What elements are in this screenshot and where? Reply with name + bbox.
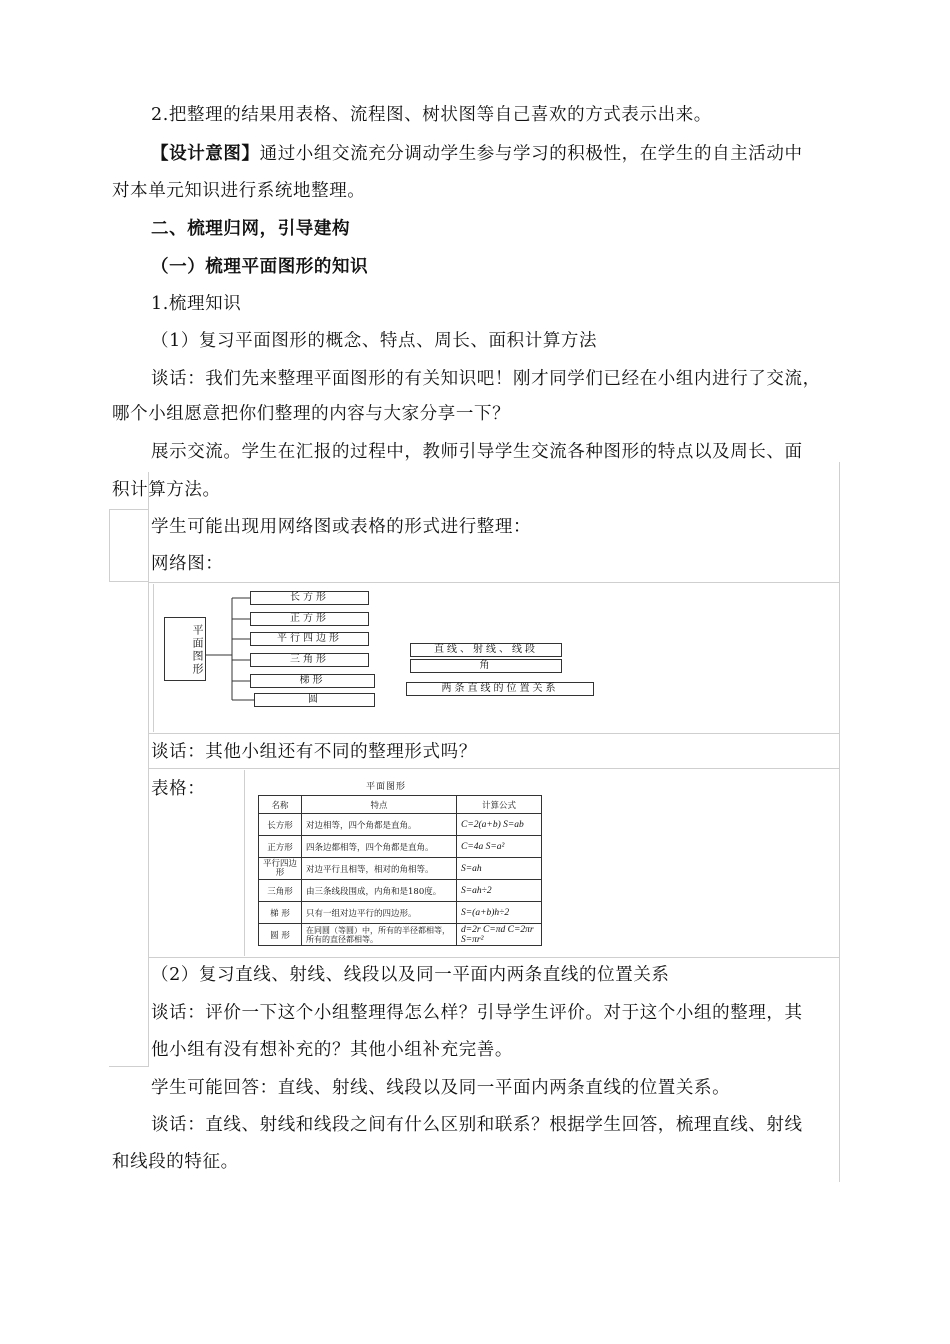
table-cell-formula: d=2r C=πd C=2πr S=πr²	[457, 924, 542, 946]
frame-line	[153, 584, 154, 732]
table-header: 计算公式	[457, 796, 542, 814]
paragraph: 谈话：我们先来整理平面图形的有关知识吧！刚才同学们已经在小组内进行了交流，	[151, 369, 821, 389]
paragraph: 积计算方法。	[112, 480, 221, 500]
frame-line	[148, 957, 840, 958]
table-cell-feature: 只有一组对边平行的四边形。	[302, 902, 457, 924]
table-cell-name: 长方形	[259, 814, 302, 836]
tree-root: 平面图形	[164, 617, 206, 681]
tree-branch-triangle: 三角形	[250, 653, 369, 667]
frame-line	[148, 768, 840, 769]
table-row	[259, 924, 542, 946]
paragraph: 展示交流。学生在汇报的过程中，教师引导学生交流各种图形的特点以及周长、面	[151, 442, 803, 462]
paragraph: 对本单元知识进行系统地整理。	[112, 181, 366, 201]
table-cell-name: 正方形	[259, 836, 302, 858]
table-cell-feature: 对边相等，四个角都是直角。	[302, 814, 457, 836]
table-cell-name: 梯 形	[259, 902, 302, 924]
paragraph: 1.梳理知识	[151, 294, 242, 314]
frame-line	[109, 581, 149, 582]
table-cell-formula: S=ah÷2	[457, 880, 542, 902]
paragraph: 2.把整理的结果用表格、流程图、树状图等自己喜欢的方式表示出来。	[151, 105, 712, 125]
tree-branch-circle: 圆	[254, 693, 375, 707]
table-cell-formula: S=(a+b)h÷2	[457, 902, 542, 924]
paragraph: 谈话：其他小组还有不同的整理形式吗？	[151, 742, 477, 762]
paragraph: 网络图：	[151, 554, 224, 574]
paragraph: 学生可能出现用网络图或表格的形式进行整理：	[151, 517, 532, 537]
table-cell-name: 三角形	[259, 880, 302, 902]
table-cell-formula: C=2(a+b) S=ab	[457, 814, 542, 836]
design-intent-text: 通过小组交流充分调动学生参与学习的积极性，在学生的自主活动中	[259, 144, 803, 164]
table-cell-feature: 由三条线段围成，内角和是180度。	[302, 880, 457, 902]
frame-line	[109, 1066, 149, 1067]
frame-line	[109, 509, 110, 582]
table-cell-feature: 四条边都相等，四个角都是直角。	[302, 836, 457, 858]
paragraph: 学生可能回答：直线、射线、线段以及同一平面内两条直线的位置关系。	[151, 1078, 731, 1098]
frame-line	[148, 582, 840, 583]
tree-branch-square: 正方形	[250, 612, 369, 626]
tree-branch-rectangle: 长方形	[250, 591, 369, 605]
subsection-heading: （一）梳理平面图形的知识	[151, 257, 369, 277]
table-header: 名称	[259, 796, 302, 814]
table-cell-name: 平行四边形	[259, 858, 302, 880]
tree-side-positions: 两条直线的位置关系	[406, 682, 594, 696]
section-heading: 二、梳理归网，引导建构	[151, 219, 351, 239]
table-row	[259, 902, 542, 924]
network-diagram	[160, 588, 610, 718]
paragraph: 和线段的特征。	[112, 1152, 239, 1172]
tree-branch-trapezoid: 梯形	[250, 674, 375, 688]
table-header: 特点	[302, 796, 457, 814]
paragraph: 谈话：评价一下这个小组整理得怎么样？引导学生评价。对于这个小组的整理，其	[151, 1003, 803, 1023]
design-intent-label: 【设计意图】	[151, 144, 260, 164]
table-cell-feature: 对边平行且相等，相对的角相等。	[302, 858, 457, 880]
table-row	[259, 858, 542, 880]
frame-line	[839, 462, 840, 1182]
frame-line	[148, 733, 840, 734]
paragraph: （1）复习平面图形的概念、特点、周长、面积计算方法	[151, 331, 598, 351]
table-cell-name: 圆 形	[259, 924, 302, 946]
table-row	[259, 836, 542, 858]
table-row	[259, 880, 542, 902]
frame-line	[244, 770, 245, 956]
table-cell-formula: S=ah	[457, 858, 542, 880]
table-title: 平面图形	[366, 782, 407, 792]
table-cell-formula: C=4a S=a²	[457, 836, 542, 858]
paragraph: （2）复习直线、射线、线段以及同一平面内两条直线的位置关系	[151, 965, 670, 985]
frame-line	[109, 509, 149, 510]
table-row	[259, 814, 542, 836]
table-cell-feature: 在同圆（等圆）中，所有的半径都相等，所有的直径都相等。	[302, 924, 457, 946]
frame-line	[148, 472, 149, 1067]
paragraph: 哪个小组愿意把你们整理的内容与大家分享一下？	[112, 404, 511, 424]
plane-figures-table	[258, 795, 542, 946]
paragraph: 他小组有没有想补充的？其他小组补充完善。	[151, 1040, 513, 1060]
paragraph: 谈话：直线、射线和线段之间有什么区别和联系？根据学生回答，梳理直线、射线	[151, 1115, 803, 1135]
tree-side-angle: 角	[410, 659, 562, 673]
tree-branch-parallelogram: 平行四边形	[250, 632, 369, 646]
tree-side-lines: 直线、射线、线段	[410, 643, 562, 657]
design-intent-paragraph	[151, 143, 803, 165]
paragraph: 表格：	[151, 779, 206, 799]
